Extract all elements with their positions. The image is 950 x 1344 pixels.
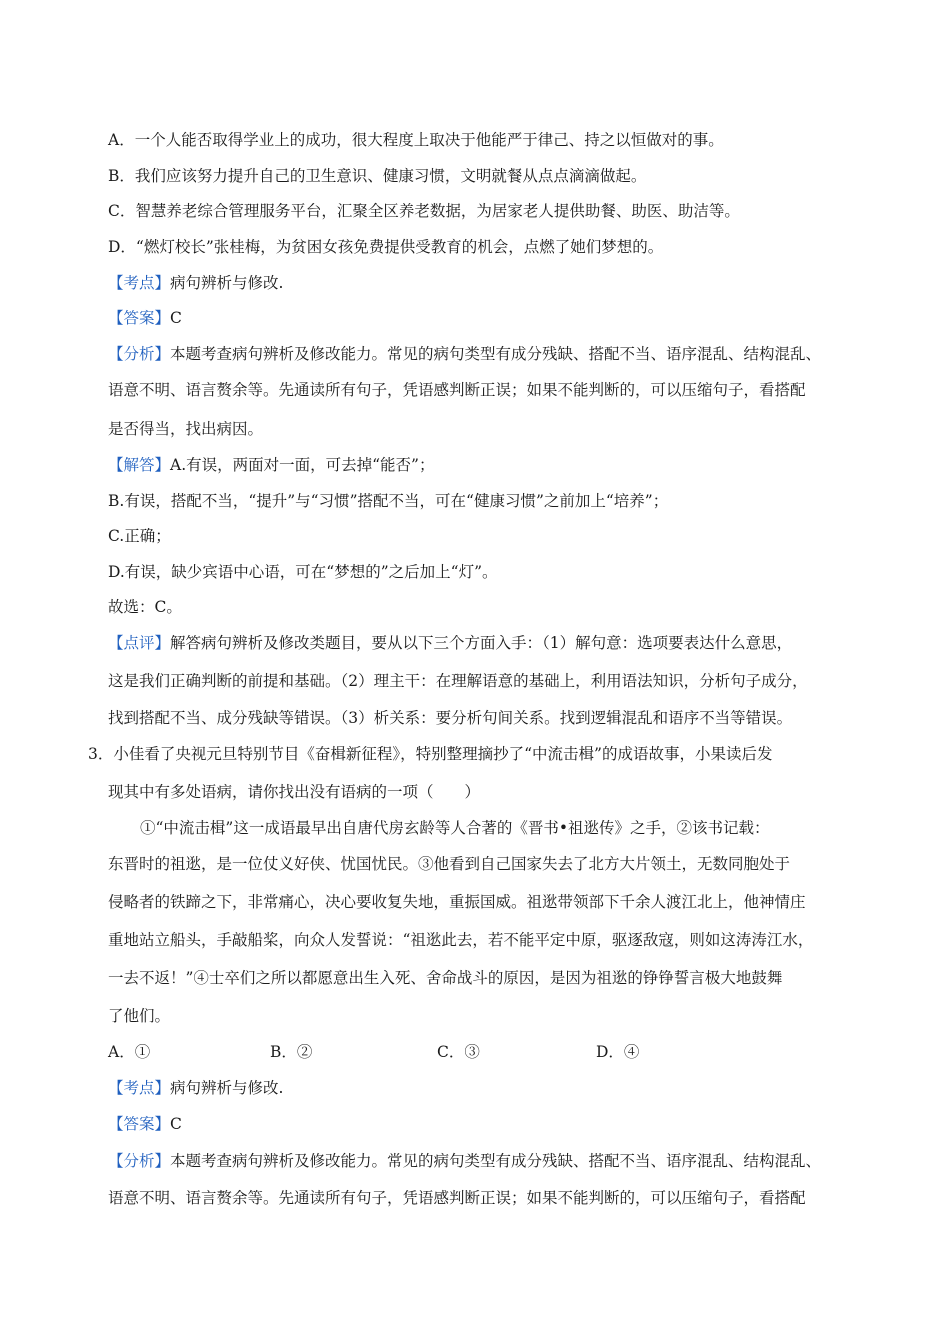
q3-passage-line-6: 了他们。 [108, 1007, 171, 1025]
answer-text: C [170, 309, 182, 327]
kaodian-text: 病句辨析与修改. [170, 274, 284, 292]
q2-option-a: A．一个人能否取得学业上的成功，很大程度上取决于他能严于律己、持之以恒做对的事。 [108, 131, 724, 149]
analysis-tag: 【分析】 [108, 1152, 171, 1170]
q3-kaodian [108, 1077, 283, 1099]
q3-analysis-line-1 [108, 1150, 821, 1172]
q3-answer [108, 1113, 182, 1135]
q2-comment-line-1 [108, 632, 792, 654]
q3-choice-a: A．① [108, 1043, 151, 1061]
q2-kaodian [108, 272, 283, 294]
q2-comment-line-2: 这是我们正确判断的前提和基础。（2）理主干：在理解语意的基础上，利用语法知识，分析句子成分， [108, 672, 808, 690]
comment-tag: 【点评】 [108, 634, 171, 652]
q3-choice-d: D．④ [596, 1043, 640, 1061]
q2-answer [108, 307, 182, 329]
kaodian-tag: 【考点】 [108, 274, 171, 292]
answer-tag: 【答案】 [108, 1115, 171, 1133]
q3-choice-b: B．② [270, 1043, 313, 1061]
analysis-text: 本题考查病句辨析及修改能力。常见的病句类型有成分残缺、搭配不当、语序混乱、结构混乱、 [170, 345, 822, 363]
q3-stem-line-2: 现其中有多处语病，请你找出没有语病的一项（ ） [108, 783, 481, 801]
solution-tag: 【解答】 [108, 456, 171, 474]
q2-option-d: D．“燃灯校长”张桂梅，为贫困女孩免费提供受教育的机会，点燃了她们梦想的。 [108, 238, 664, 256]
q3-passage-line-1: ①“中流击楫”这一成语最早出自唐代房玄龄等人合著的《晋书•祖逖传》之手，②该书记载： [140, 819, 770, 837]
q2-solution-line-2: B.有误，搭配不当，“提升”与“习惯”搭配不当，可在“健康习惯”之前加上“培养”； [108, 492, 669, 510]
q2-solution-line-1 [108, 454, 435, 476]
q3-number: 3． [88, 745, 114, 763]
answer-text: C [170, 1115, 182, 1133]
answer-tag: 【答案】 [108, 309, 171, 327]
q2-analysis-line-2: 语意不明、语言赘余等。先通读所有句子，凭语感判断正误；如果不能判断的，可以压缩句子，看搭配 [108, 381, 806, 399]
comment-text: 解答病句辨析及修改类题目，要从以下三个方面入手：（1）解句意：选项要表达什么意思， [170, 634, 793, 652]
q3-passage-line-3: 侵略者的铁蹄之下，非常痛心，决心要收复失地，重振国威。祖逖带领部下千余人渡江北上，他神情庄 [108, 893, 806, 911]
analysis-text: 本题考查病句辨析及修改能力。常见的病句类型有成分残缺、搭配不当、语序混乱、结构混乱、 [170, 1152, 822, 1170]
q2-comment-line-3: 找到搭配不当、成分残缺等错误。（3）析关系：要分析句间关系。找到逻辑混乱和语序不当等错误。 [108, 709, 793, 727]
q3-analysis-line-2: 语意不明、语言赘余等。先通读所有句子，凭语感判断正误；如果不能判断的，可以压缩句子，看搭配 [108, 1189, 806, 1207]
q2-solution-line-5: 故选：C。 [108, 598, 182, 616]
q3-stem-line-1 [88, 743, 772, 765]
q3-stem-text: 小佳看了央视元旦特别节目《奋楫新征程》，特别整理摘抄了“中流击楫”的成语故事，小果读后发 [113, 745, 773, 763]
q3-passage-line-4: 重地站立船头，手敲船桨，向众人发誓说：“祖逖此去，若不能平定中原，驱逐敌寇，则如这涛涛江水， [108, 931, 814, 949]
q2-analysis-line-1 [108, 343, 821, 365]
q2-solution-line-4: D.有误，缺少宾语中心语，可在“梦想的”之后加上“灯”。 [108, 563, 498, 581]
q2-analysis-line-3: 是否得当，找出病因。 [108, 420, 264, 438]
q2-option-b: B．我们应该努力提升自己的卫生意识、健康习惯，文明就餐从点点滴滴做起。 [108, 167, 647, 185]
q2-solution-line-3: C.正确； [108, 527, 171, 545]
analysis-tag: 【分析】 [108, 345, 171, 363]
q3-passage-line-5: 一去不返！”④士卒们之所以都愿意出生入死、舍命战斗的原因，是因为祖逖的铮铮誓言极大地鼓舞 [108, 969, 783, 987]
kaodian-tag: 【考点】 [108, 1079, 171, 1097]
solution-text: A.有误，两面对一面，可去掉“能否”； [170, 456, 435, 474]
kaodian-text: 病句辨析与修改. [170, 1079, 284, 1097]
q3-passage-line-2: 东晋时的祖逖，是一位仗义好侠、忧国忧民。③他看到自己国家失去了北方大片领土，无数同胞处于 [108, 855, 791, 873]
q3-choice-c: C．③ [437, 1043, 480, 1061]
q2-option-c: C．智慧养老综合管理服务平台，汇聚全区养老数据，为居家老人提供助餐、助医、助洁等。 [108, 202, 740, 220]
